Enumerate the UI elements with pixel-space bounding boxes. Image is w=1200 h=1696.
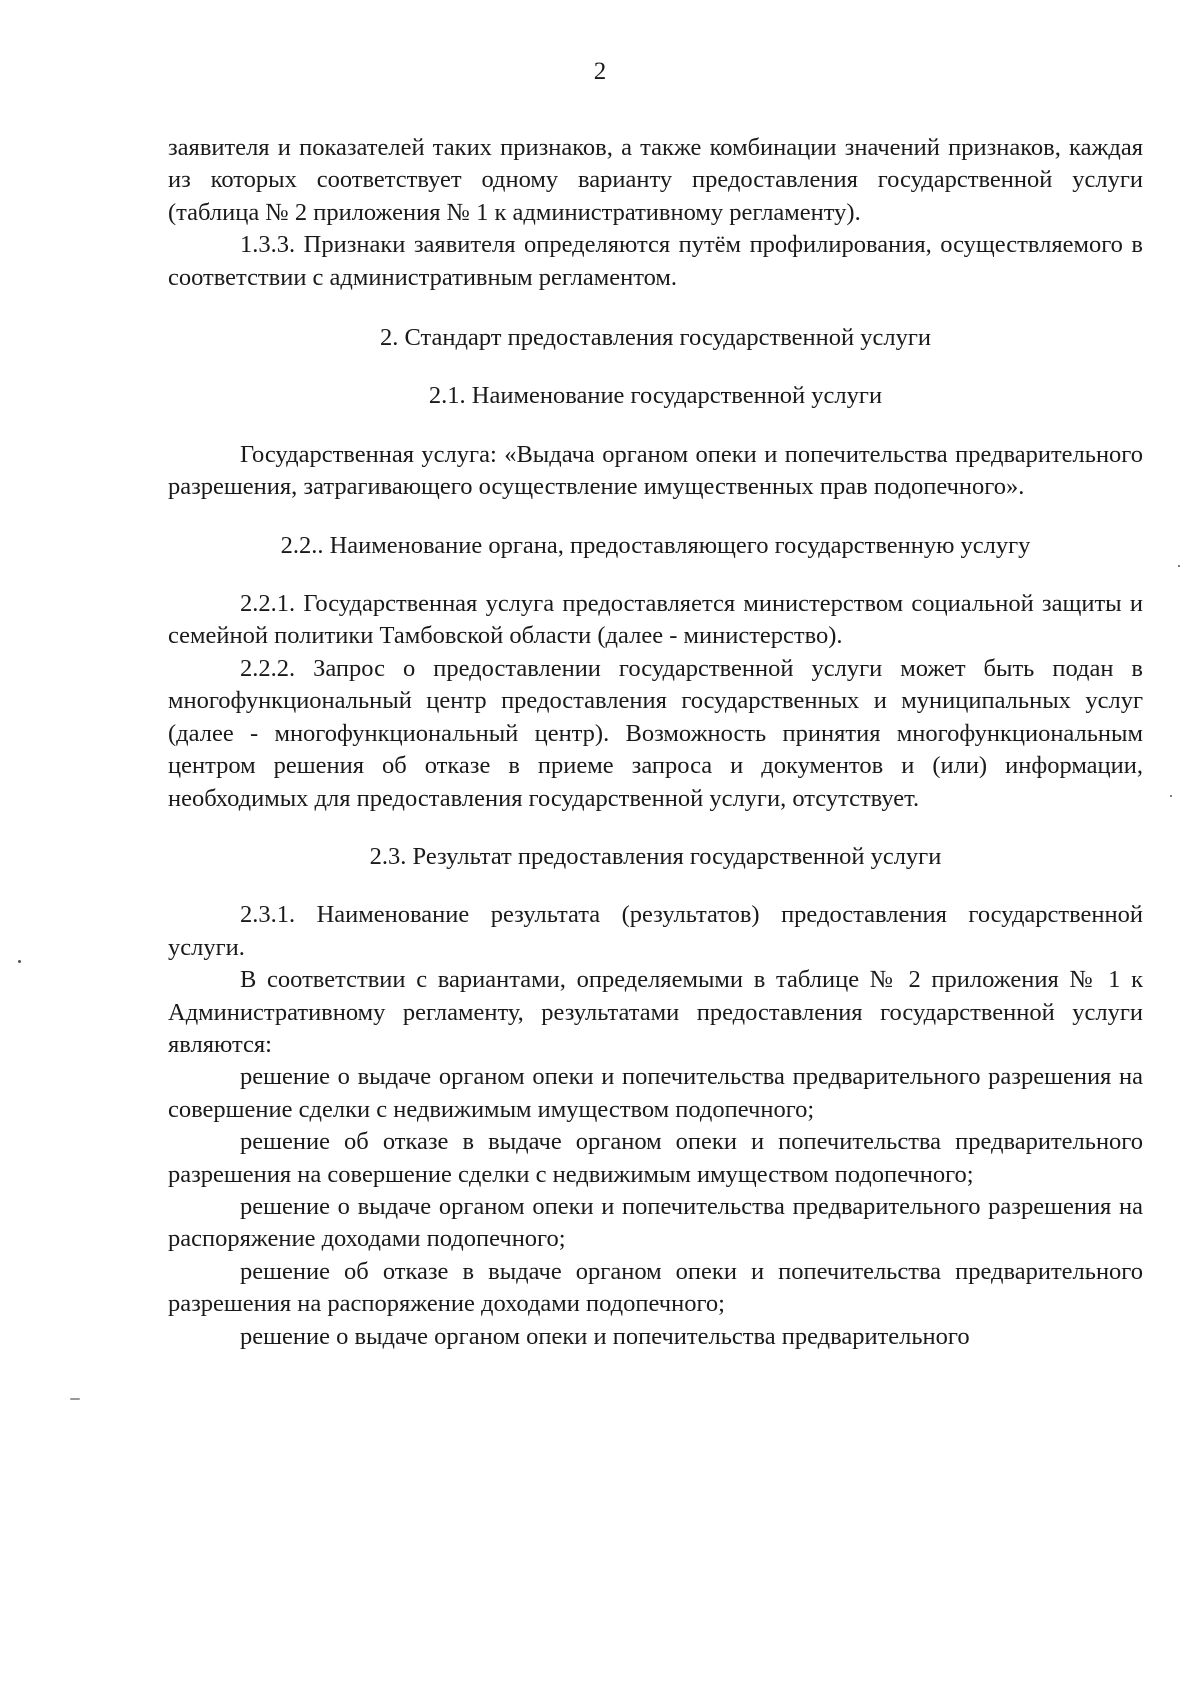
scan-speck [1170, 795, 1172, 797]
paragraph-2-2-1: 2.2.1. Государственная услуга предоставляется министерством социальной защиты и семейной политики Тамбовской области (далее - министерство). [168, 590, 1143, 650]
subsection-heading-2-3: 2.3. Результат предоставления государственной услуги [369, 842, 942, 870]
paragraph-results-intro: В соответствии с вариантами, определяемыми в таблице № 2 приложения № 1 к Административному регламенту, результатами предоставления государственной услуги являются: [168, 966, 1143, 1058]
paragraph-applicant-criteria: заявителя и показателей таких признаков, а также комбинации значений признаков, каждая из которых соответствует одному варианту предоставления государственной услуги (таблица № 2 приложения № 1 к административному регламенту). [168, 134, 1143, 226]
section-heading-2: 2. Стандарт предоставления государственной услуги [379, 324, 932, 352]
scan-speck [18, 960, 21, 963]
paragraph-1-3-3: 1.3.3. Признаки заявителя определяются путём профилирования, осуществляемого в соответствии с административным регламентом. [168, 231, 1143, 291]
subsection-heading-2-2: 2.2.. Наименование органа, предоставляющего государственную услугу [280, 531, 1031, 559]
list-item: решение об отказе в выдаче органом опеки и попечительства предварительного разрешения на распоряжение доходами подопечного; [168, 1257, 1143, 1318]
list-item: решение о выдаче органом опеки и попечительства предварительного [240, 1322, 970, 1350]
paragraph-2-3-1: 2.3.1. Наименование результата (результатов) предоставления государственной услуги. [168, 901, 1143, 961]
page-number: 2 [593, 58, 607, 85]
document-body [168, 132, 1143, 1353]
subsection-heading-2-1: 2.1. Наименование государственной услуги [428, 382, 883, 410]
list-item: решение о выдаче органом опеки и попечительства предварительного разрешения на совершение сделки с недвижимым имуществом подопечного; [168, 1063, 1143, 1123]
scan-speck [70, 1398, 80, 1400]
scan-speck [1178, 565, 1180, 567]
paragraph-service-name: Государственная услуга: «Выдача органом опеки и попечительства предварительного разрешения, затрагивающего осуществление имущественных прав подопечного». [168, 440, 1143, 501]
paragraph-2-2-2: 2.2.2. Запрос о предоставлении государственной услуги может быть подан в многофункциональный центр предоставления государственных и муниципальных услуг (далее - многофункциональный центр). Возможность принятия многофункциональным центром решения об отказе в приеме запроса и документов и (или) информации, необходимых для предоставления государственной услуги, отсутствует. [168, 654, 1143, 812]
list-item: решение об отказе в выдаче органом опеки и попечительства предварительного разрешения на совершение сделки с недвижимым имуществом подопечного; [168, 1128, 1143, 1188]
list-item: решение о выдаче органом опеки и попечительства предварительного разрешения на распоряжение доходами подопечного; [168, 1192, 1143, 1253]
